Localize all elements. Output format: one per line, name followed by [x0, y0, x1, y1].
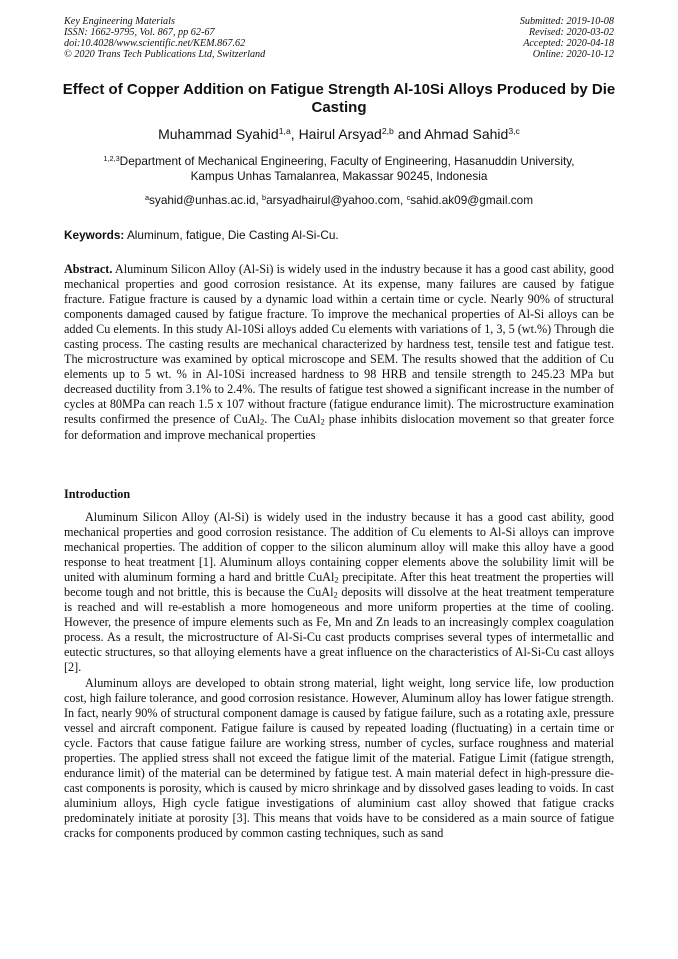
author-name: Ahmad Sahid	[424, 126, 509, 142]
journal-metadata	[64, 16, 265, 60]
paragraph-text: Aluminum Silicon Alloy (Al-Si) is widely used in the industry because it has a good cast ability, good mechanical properties and good corrosion resistance. The addition of Cu elements to Al-Si alloys can improve mechanical properties. The addition of copper to the silicon aluminum alloy will make this alloy have a good response to heat treatment [1]. Aluminum alloys containing copper elements above the solubility limit will be united with aluminum forming a hard and brittle CuAl	[64, 510, 614, 585]
affiliation-line-2: Kampus Unhas Tamalanrea, Makassar 90245, Indonesia	[190, 169, 488, 183]
author-conjunction: and	[393, 126, 425, 142]
author-name: Hairul Arsyad	[298, 126, 382, 142]
author-affiliation-mark: 2,b	[381, 126, 394, 137]
author-affiliation-mark: 1,a	[278, 126, 291, 137]
abstract-label: Abstract.	[64, 262, 113, 276]
online-date: Online: 2020-10-12	[532, 49, 614, 60]
revised-date: Revised: 2020-03-02	[528, 27, 614, 38]
keywords	[64, 228, 616, 242]
submitted-date: Submitted: 2019-10-08	[519, 16, 614, 27]
section-heading: Introduction	[64, 487, 131, 501]
abstract-text: Aluminum Silicon Alloy (Al-Si) is widely used in the industry because it has a good cast ability, good mechanical properties and good corrosion resistance. At its expense, many failures are caused by fatigue fracture. Fatigue fracture is caused by a dynamic load within a certain time or cycle. Nearly 90% of structural components damaged caused by fatigue fracture. To improve the mechanical properties of Al-Si alloys can be added Cu elements. In this study Al-10Si alloys added Cu elements with variations of 1, 3, 5 (wt.%) Through die casting process. The casting results are mechanical characterized by hardness test, tensile test and fatigue test. The microstructure was examined by optical microscope and SEM. The results showed that the addition of Cu elements up to 5 wt. % in Al-10Si increased hardness to 98 HRB and tensile strength to 245.23 MPa but decreased ductility from 3.1% to 2.4%. The results of fatigue test showed a significant increase in the number of cycles at 80MPa can reach 1.5 x 107 without fracture (fatigue endurance limit). The microstructure examination results confirmed the presence of CuAl	[64, 262, 614, 427]
author-name: Muhammad Syahid	[158, 126, 279, 142]
paragraph: Aluminum alloys are developed to obtain strong material, light weight, long service life, low production cost, high failure tolerance, and good corrosion resistance. However, Aluminum alloy has lower fatigue strength. In fact, nearly 90% of structural component damage is caused by fatigue failure, such as a rotating axle, pressure vessel and aircraft component. Fatigue failure is caused by repeated loading (fluctuating) in a certain time or cycle. Factors that cause fatigue failure are working stress, number of cycles, surface roughness and material properties. The applied stress shall not exceed the fatigue limit of the material. Fatigue Limit (fatigue strength, endurance limit) of the material can be determined by fatigue test. A main material defect in high-pressure die-cast components is porosity, which is caused by micro shrinkage and by dissolved gases leading to voids. In cast aluminium alloys, High cycle fatigue investigations of aluminium cast alloy showed that fatigue cracks predominately initiate at porosity [3]. This means that voids have to be considered as a main source of fatigue cracks for components produced by common casting techniques, such as sand	[64, 675, 614, 840]
email-mark: c	[406, 192, 411, 202]
paragraph-text: deposits will dissolve at the heat treatment temperature is reached and will re-establish a more homogeneous and more uniform properties at the time of cooling. However, the presence of impure elements such as Fe, Mn and Zn leads to an increasingly complex coagulation process. As a result, the microstructure of Al-Si-Cu cast products comprises several types of intermetallic and eutectic structures, so that alloying elements have a great influence on the characteristics of Al-Si-Cu cast alloys [2].	[64, 585, 614, 675]
introduction-body	[64, 510, 614, 841]
author-separator: ,	[290, 126, 299, 142]
email-separator: ,	[400, 193, 407, 207]
subscript: 2	[260, 417, 265, 428]
issn-line: ISSN: 1662-9795, Vol. 867, pp 62-67	[64, 27, 215, 38]
abstract-text: phase inhibits dislocation movement so that greater force for deformation and improve mechanical properties	[64, 412, 615, 442]
subscript: 2	[334, 574, 339, 585]
keywords-text: Aluminum, fatigue, Die Casting Al-Si-Cu.	[124, 228, 339, 242]
email-mark: a	[144, 192, 150, 202]
subscript: 2	[320, 417, 325, 428]
email-separator: ,	[255, 193, 262, 207]
email-link[interactable]: arsyadhairul@yahoo.com	[266, 193, 401, 207]
abstract	[64, 262, 614, 443]
affiliation-line-1: Department of Mechanical Engineering, Faculty of Engineering, Hasanuddin University,	[119, 154, 575, 168]
email-mark: b	[262, 192, 267, 202]
publication-dates	[520, 16, 614, 60]
author-affiliation-mark: 3,c	[508, 126, 520, 137]
doi-line[interactable]: doi:10.4028/www.scientific.net/KEM.867.62	[64, 38, 246, 49]
paragraph	[64, 510, 614, 676]
copyright-line: © 2020 Trans Tech Publications Ltd, Switzerland	[64, 49, 266, 60]
author-emails	[60, 193, 618, 207]
email-link[interactable]: sahid.ak09@gmail.com	[410, 193, 534, 207]
email-link[interactable]: syahid@unhas.ac.id	[149, 193, 256, 207]
abstract-text: . The CuAl	[264, 412, 321, 427]
paragraph-text: precipitate. After this heat treatment the properties will become tough and not brittle, this is because the CuAl	[64, 570, 614, 600]
journal-name: Key Engineering Materials	[64, 16, 175, 27]
author-list	[60, 126, 618, 143]
accepted-date: Accepted: 2020-04-18	[523, 38, 614, 49]
affiliation-mark: 1,2,3	[103, 153, 120, 163]
affiliation	[60, 154, 618, 184]
subscript: 2	[333, 589, 338, 600]
keywords-label: Keywords:	[64, 228, 125, 242]
paper-title: Effect of Copper Addition on Fatigue Strength Al-10Si Alloys Produced by Die Casting	[62, 81, 616, 116]
